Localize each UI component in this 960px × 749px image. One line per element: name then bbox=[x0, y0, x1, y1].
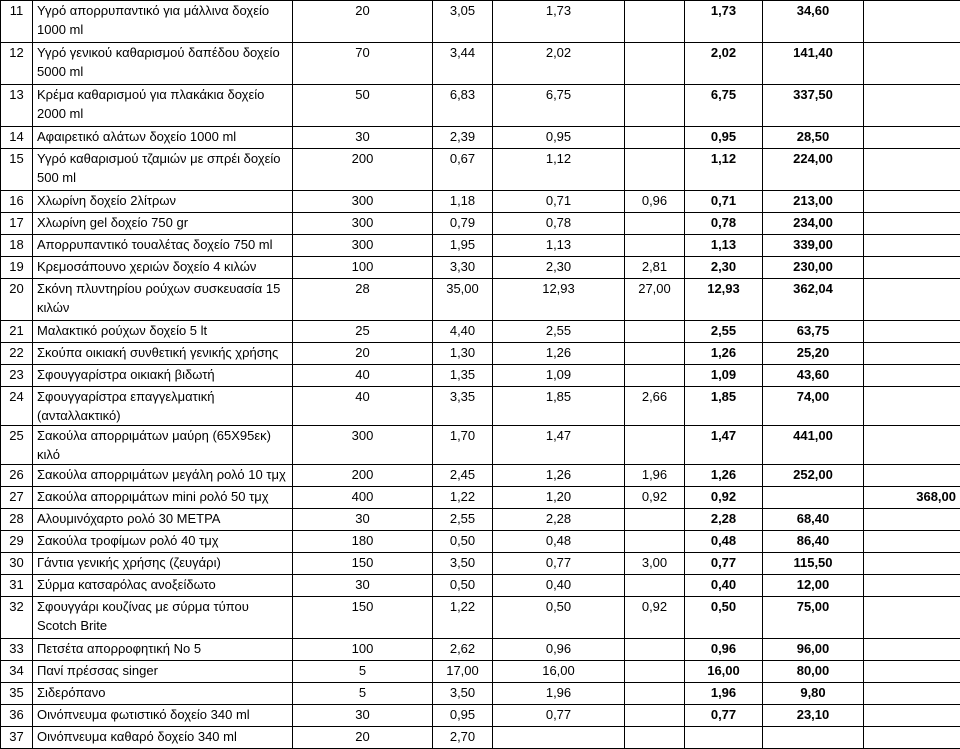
description-cell: Υγρό γενικού καθαρισμού δαπέδου δοχείο 5000 ml bbox=[33, 43, 293, 85]
quantity-cell: 30 bbox=[293, 705, 433, 727]
price-offer-2-cell: 1,26 bbox=[493, 465, 625, 487]
price-offer-1-cell: 1,22 bbox=[433, 597, 493, 639]
lowest-price-cell: 0,50 bbox=[685, 597, 763, 639]
price-offer-1-cell: 6,83 bbox=[433, 85, 493, 127]
price-offer-2-cell: 0,77 bbox=[493, 705, 625, 727]
price-offer-3-cell bbox=[625, 43, 685, 85]
table-row bbox=[1, 257, 960, 279]
quantity-cell: 20 bbox=[293, 1, 433, 43]
price-offer-3-cell: 0,92 bbox=[625, 597, 685, 639]
item-number-cell: 18 bbox=[1, 235, 33, 257]
item-number-cell: 36 bbox=[1, 705, 33, 727]
lowest-price-cell: 1,73 bbox=[685, 1, 763, 43]
description-cell: Σακούλα απορριμάτων mini ρολό 50 τμχ bbox=[33, 487, 293, 509]
table-row bbox=[1, 509, 960, 531]
price-offer-1-cell: 0,95 bbox=[433, 705, 493, 727]
description-cell: Σακούλα απορριμάτων μεγάλη ρολό 10 τμχ bbox=[33, 465, 293, 487]
price-offer-1-cell: 4,40 bbox=[433, 321, 493, 343]
item-number-cell: 24 bbox=[1, 387, 33, 426]
quantity-cell: 30 bbox=[293, 575, 433, 597]
total-cost-cell: 63,75 bbox=[763, 321, 864, 343]
lowest-price-cell: 0,95 bbox=[685, 127, 763, 149]
lowest-price-cell: 0,48 bbox=[685, 531, 763, 553]
item-number-cell: 20 bbox=[1, 279, 33, 321]
price-offer-3-cell: 27,00 bbox=[625, 279, 685, 321]
table-row bbox=[1, 387, 960, 426]
price-offer-3-cell bbox=[625, 727, 685, 749]
description-cell: Σφουγγαρίστρα οικιακή βιδωτή bbox=[33, 365, 293, 387]
item-number-cell: 33 bbox=[1, 639, 33, 661]
total-cost-cell: 362,04 bbox=[763, 279, 864, 321]
item-number-cell: 30 bbox=[1, 553, 33, 575]
quantity-cell: 300 bbox=[293, 426, 433, 465]
price-offer-1-cell: 1,70 bbox=[433, 426, 493, 465]
price-offer-3-cell bbox=[625, 213, 685, 235]
quantity-cell: 200 bbox=[293, 465, 433, 487]
total-cost-cell bbox=[763, 727, 864, 749]
description-cell: Σκούπα οικιακή συνθετική γενικής χρήσης bbox=[33, 343, 293, 365]
table-row bbox=[1, 43, 960, 85]
price-offer-3-cell bbox=[625, 509, 685, 531]
description-cell: Υγρό καθαρισμού τζαμιών με σπρέι δοχείο 500 ml bbox=[33, 149, 293, 191]
lowest-price-cell: 6,75 bbox=[685, 85, 763, 127]
lowest-price-cell: 0,40 bbox=[685, 575, 763, 597]
extra-total-cell bbox=[864, 387, 960, 426]
price-offer-3-cell: 3,00 bbox=[625, 553, 685, 575]
table-row bbox=[1, 85, 960, 127]
price-offer-1-cell: 2,39 bbox=[433, 127, 493, 149]
extra-total-cell bbox=[864, 426, 960, 465]
quantity-cell: 200 bbox=[293, 149, 433, 191]
lowest-price-cell: 1,26 bbox=[685, 465, 763, 487]
table-row bbox=[1, 235, 960, 257]
price-offer-2-cell: 2,28 bbox=[493, 509, 625, 531]
price-offer-1-cell: 3,50 bbox=[433, 683, 493, 705]
quantity-cell: 20 bbox=[293, 727, 433, 749]
price-offer-2-cell: 0,96 bbox=[493, 639, 625, 661]
price-offer-1-cell: 2,45 bbox=[433, 465, 493, 487]
table-row bbox=[1, 426, 960, 465]
extra-total-cell bbox=[864, 127, 960, 149]
description-cell: Κρέμα καθαρισμού για πλακάκια δοχείο 2000 ml bbox=[33, 85, 293, 127]
item-number-cell: 26 bbox=[1, 465, 33, 487]
item-number-cell: 35 bbox=[1, 683, 33, 705]
price-offer-3-cell: 0,96 bbox=[625, 191, 685, 213]
price-offer-3-cell bbox=[625, 85, 685, 127]
item-number-cell: 22 bbox=[1, 343, 33, 365]
quantity-cell: 28 bbox=[293, 279, 433, 321]
quantity-cell: 300 bbox=[293, 213, 433, 235]
item-number-cell: 17 bbox=[1, 213, 33, 235]
quantity-cell: 5 bbox=[293, 683, 433, 705]
item-number-cell: 11 bbox=[1, 1, 33, 43]
lowest-price-cell: 0,78 bbox=[685, 213, 763, 235]
extra-total-cell bbox=[864, 365, 960, 387]
extra-total-cell bbox=[864, 553, 960, 575]
price-offer-2-cell: 2,55 bbox=[493, 321, 625, 343]
price-offer-2-cell: 16,00 bbox=[493, 661, 625, 683]
price-offer-3-cell bbox=[625, 343, 685, 365]
description-cell: Οινόπνευμα καθαρό δοχείο 340 ml bbox=[33, 727, 293, 749]
price-offer-2-cell: 12,93 bbox=[493, 279, 625, 321]
price-offer-1-cell: 2,62 bbox=[433, 639, 493, 661]
price-offer-2-cell: 1,13 bbox=[493, 235, 625, 257]
total-cost-cell: 252,00 bbox=[763, 465, 864, 487]
table-body bbox=[1, 1, 960, 749]
item-number-cell: 16 bbox=[1, 191, 33, 213]
lowest-price-cell: 1,26 bbox=[685, 343, 763, 365]
price-offer-3-cell bbox=[625, 235, 685, 257]
extra-total-cell bbox=[864, 43, 960, 85]
extra-total-cell bbox=[864, 465, 960, 487]
price-offer-3-cell bbox=[625, 575, 685, 597]
extra-total-cell bbox=[864, 191, 960, 213]
quantity-cell: 400 bbox=[293, 487, 433, 509]
table-row bbox=[1, 1, 960, 43]
price-offer-2-cell: 1,12 bbox=[493, 149, 625, 191]
price-offer-1-cell: 1,30 bbox=[433, 343, 493, 365]
quantity-cell: 30 bbox=[293, 127, 433, 149]
total-cost-cell: 12,00 bbox=[763, 575, 864, 597]
quantity-cell: 150 bbox=[293, 597, 433, 639]
description-cell: Σιδερόπανο bbox=[33, 683, 293, 705]
item-number-cell: 29 bbox=[1, 531, 33, 553]
table-row bbox=[1, 149, 960, 191]
extra-total-cell bbox=[864, 235, 960, 257]
item-number-cell: 15 bbox=[1, 149, 33, 191]
extra-total-cell bbox=[864, 1, 960, 43]
quantity-cell: 70 bbox=[293, 43, 433, 85]
quantity-cell: 50 bbox=[293, 85, 433, 127]
total-cost-cell: 213,00 bbox=[763, 191, 864, 213]
price-offer-2-cell bbox=[493, 727, 625, 749]
price-offer-1-cell: 3,05 bbox=[433, 1, 493, 43]
total-cost-cell: 230,00 bbox=[763, 257, 864, 279]
description-cell: Μαλακτικό ρούχων δοχείο 5 lt bbox=[33, 321, 293, 343]
item-number-cell: 23 bbox=[1, 365, 33, 387]
table-row bbox=[1, 553, 960, 575]
lowest-price-cell: 2,02 bbox=[685, 43, 763, 85]
price-offer-1-cell: 35,00 bbox=[433, 279, 493, 321]
table-row bbox=[1, 683, 960, 705]
table-row bbox=[1, 213, 960, 235]
price-offer-2-cell: 1,09 bbox=[493, 365, 625, 387]
extra-total-cell bbox=[864, 213, 960, 235]
price-offer-3-cell bbox=[625, 127, 685, 149]
extra-total-cell bbox=[864, 683, 960, 705]
item-number-cell: 27 bbox=[1, 487, 33, 509]
price-offer-3-cell bbox=[625, 1, 685, 43]
price-offer-1-cell: 3,50 bbox=[433, 553, 493, 575]
extra-total-cell bbox=[864, 343, 960, 365]
item-number-cell: 25 bbox=[1, 426, 33, 465]
description-cell: Γάντια γενικής χρήσης (ζευγάρι) bbox=[33, 553, 293, 575]
quantity-cell: 20 bbox=[293, 343, 433, 365]
total-cost-cell: 441,00 bbox=[763, 426, 864, 465]
lowest-price-cell: 0,77 bbox=[685, 553, 763, 575]
item-number-cell: 13 bbox=[1, 85, 33, 127]
price-offer-2-cell: 0,78 bbox=[493, 213, 625, 235]
description-cell: Απορρυπαντικό τουαλέτας δοχείο 750 ml bbox=[33, 235, 293, 257]
lowest-price-cell: 12,93 bbox=[685, 279, 763, 321]
lowest-price-cell: 0,96 bbox=[685, 639, 763, 661]
description-cell: Σακούλα τροφίμων ρολό 40 τμχ bbox=[33, 531, 293, 553]
table-row bbox=[1, 191, 960, 213]
table-row bbox=[1, 365, 960, 387]
description-cell: Σακούλα απορριμάτων μαύρη (65Χ95εκ) κιλό bbox=[33, 426, 293, 465]
total-cost-cell bbox=[763, 487, 864, 509]
quantity-cell: 100 bbox=[293, 257, 433, 279]
quantity-cell: 40 bbox=[293, 387, 433, 426]
price-offer-3-cell: 0,92 bbox=[625, 487, 685, 509]
description-cell: Σφουγγαρίστρα επαγγελματική (ανταλλακτικό) bbox=[33, 387, 293, 426]
table-row bbox=[1, 343, 960, 365]
price-offer-2-cell: 1,20 bbox=[493, 487, 625, 509]
item-number-cell: 34 bbox=[1, 661, 33, 683]
total-cost-cell: 234,00 bbox=[763, 213, 864, 235]
total-cost-cell: 25,20 bbox=[763, 343, 864, 365]
quantity-cell: 300 bbox=[293, 235, 433, 257]
extra-total-cell bbox=[864, 257, 960, 279]
price-offer-3-cell bbox=[625, 639, 685, 661]
item-number-cell: 19 bbox=[1, 257, 33, 279]
extra-total-cell bbox=[864, 279, 960, 321]
extra-total-cell bbox=[864, 531, 960, 553]
item-number-cell: 31 bbox=[1, 575, 33, 597]
price-offer-2-cell: 0,48 bbox=[493, 531, 625, 553]
table-row bbox=[1, 279, 960, 321]
extra-total-cell bbox=[864, 85, 960, 127]
item-number-cell: 28 bbox=[1, 509, 33, 531]
description-cell: Πετσέτα απορροφητική Νο 5 bbox=[33, 639, 293, 661]
price-offer-1-cell: 1,18 bbox=[433, 191, 493, 213]
price-offer-2-cell: 2,30 bbox=[493, 257, 625, 279]
price-offer-1-cell: 3,44 bbox=[433, 43, 493, 85]
total-cost-cell: 28,50 bbox=[763, 127, 864, 149]
quantity-cell: 180 bbox=[293, 531, 433, 553]
item-number-cell: 21 bbox=[1, 321, 33, 343]
extra-total-cell: 368,00 bbox=[864, 487, 960, 509]
total-cost-cell: 9,80 bbox=[763, 683, 864, 705]
extra-total-cell bbox=[864, 597, 960, 639]
price-offer-2-cell: 1,85 bbox=[493, 387, 625, 426]
total-cost-cell: 141,40 bbox=[763, 43, 864, 85]
price-offer-3-cell bbox=[625, 321, 685, 343]
price-offer-2-cell: 6,75 bbox=[493, 85, 625, 127]
total-cost-cell: 43,60 bbox=[763, 365, 864, 387]
table-row bbox=[1, 575, 960, 597]
extra-total-cell bbox=[864, 661, 960, 683]
price-offer-2-cell: 2,02 bbox=[493, 43, 625, 85]
table-row bbox=[1, 705, 960, 727]
price-offer-2-cell: 0,71 bbox=[493, 191, 625, 213]
total-cost-cell: 337,50 bbox=[763, 85, 864, 127]
quantity-cell: 25 bbox=[293, 321, 433, 343]
price-offer-1-cell: 2,70 bbox=[433, 727, 493, 749]
total-cost-cell: 86,40 bbox=[763, 531, 864, 553]
table-row bbox=[1, 661, 960, 683]
lowest-price-cell: 1,13 bbox=[685, 235, 763, 257]
price-offer-2-cell: 1,47 bbox=[493, 426, 625, 465]
price-offer-1-cell: 3,30 bbox=[433, 257, 493, 279]
total-cost-cell: 74,00 bbox=[763, 387, 864, 426]
price-offer-3-cell: 2,81 bbox=[625, 257, 685, 279]
description-cell: Υγρό απορρυπαντικό για μάλλινα δοχείο 1000 ml bbox=[33, 1, 293, 43]
lowest-price-cell: 2,55 bbox=[685, 321, 763, 343]
price-offer-1-cell: 1,35 bbox=[433, 365, 493, 387]
price-offer-3-cell bbox=[625, 365, 685, 387]
table-row bbox=[1, 127, 960, 149]
lowest-price-cell bbox=[685, 727, 763, 749]
price-offer-3-cell bbox=[625, 531, 685, 553]
quantity-cell: 40 bbox=[293, 365, 433, 387]
total-cost-cell: 23,10 bbox=[763, 705, 864, 727]
total-cost-cell: 115,50 bbox=[763, 553, 864, 575]
item-number-cell: 37 bbox=[1, 727, 33, 749]
quantity-cell: 300 bbox=[293, 191, 433, 213]
description-cell: Κρεμοσάπουνο χεριών δοχείο 4 κιλών bbox=[33, 257, 293, 279]
quantity-cell: 100 bbox=[293, 639, 433, 661]
item-number-cell: 12 bbox=[1, 43, 33, 85]
description-cell: Αλουμινόχαρτο ρολό 30 ΜΕΤΡΑ bbox=[33, 509, 293, 531]
price-offer-3-cell: 2,66 bbox=[625, 387, 685, 426]
price-offer-3-cell bbox=[625, 683, 685, 705]
description-cell: Χλωρίνη gel δοχείο 750 gr bbox=[33, 213, 293, 235]
description-cell: Σφουγγάρι κουζίνας με σύρμα τύπου Scotch Brite bbox=[33, 597, 293, 639]
lowest-price-cell: 2,28 bbox=[685, 509, 763, 531]
extra-total-cell bbox=[864, 509, 960, 531]
price-offer-2-cell: 1,73 bbox=[493, 1, 625, 43]
description-cell: Αφαιρετικό αλάτων δοχείο 1000 ml bbox=[33, 127, 293, 149]
price-offer-2-cell: 1,96 bbox=[493, 683, 625, 705]
price-offer-1-cell: 0,50 bbox=[433, 531, 493, 553]
description-cell: Πανί πρέσσας singer bbox=[33, 661, 293, 683]
lowest-price-cell: 2,30 bbox=[685, 257, 763, 279]
price-offer-1-cell: 0,50 bbox=[433, 575, 493, 597]
description-cell: Σύρμα κατσαρόλας ανοξείδωτο bbox=[33, 575, 293, 597]
price-offer-3-cell bbox=[625, 705, 685, 727]
price-offer-2-cell: 0,95 bbox=[493, 127, 625, 149]
total-cost-cell: 34,60 bbox=[763, 1, 864, 43]
price-offer-3-cell bbox=[625, 149, 685, 191]
description-cell: Οινόπνευμα φωτιστικό δοχείο 340 ml bbox=[33, 705, 293, 727]
price-offer-2-cell: 1,26 bbox=[493, 343, 625, 365]
table-row bbox=[1, 597, 960, 639]
price-offer-1-cell: 1,95 bbox=[433, 235, 493, 257]
quantity-cell: 30 bbox=[293, 509, 433, 531]
description-cell: Χλωρίνη δοχείο 2λίτρων bbox=[33, 191, 293, 213]
item-number-cell: 14 bbox=[1, 127, 33, 149]
price-offer-3-cell bbox=[625, 661, 685, 683]
lowest-price-cell: 1,12 bbox=[685, 149, 763, 191]
total-cost-cell: 96,00 bbox=[763, 639, 864, 661]
item-number-cell: 32 bbox=[1, 597, 33, 639]
total-cost-cell: 75,00 bbox=[763, 597, 864, 639]
price-offer-1-cell: 2,55 bbox=[433, 509, 493, 531]
extra-total-cell bbox=[864, 149, 960, 191]
table-row bbox=[1, 465, 960, 487]
price-offer-1-cell: 0,79 bbox=[433, 213, 493, 235]
price-offer-1-cell: 17,00 bbox=[433, 661, 493, 683]
extra-total-cell bbox=[864, 727, 960, 749]
price-offer-3-cell: 1,96 bbox=[625, 465, 685, 487]
table-row bbox=[1, 321, 960, 343]
price-offer-1-cell: 3,35 bbox=[433, 387, 493, 426]
extra-total-cell bbox=[864, 321, 960, 343]
price-offer-2-cell: 0,50 bbox=[493, 597, 625, 639]
price-offer-1-cell: 1,22 bbox=[433, 487, 493, 509]
table-row bbox=[1, 639, 960, 661]
table-row bbox=[1, 487, 960, 509]
price-offer-1-cell: 0,67 bbox=[433, 149, 493, 191]
description-cell: Σκόνη πλυντηρίου ρούχων συσκευασία 15 κιλών bbox=[33, 279, 293, 321]
price-offer-2-cell: 0,40 bbox=[493, 575, 625, 597]
price-offer-3-cell bbox=[625, 426, 685, 465]
lowest-price-cell: 1,85 bbox=[685, 387, 763, 426]
lowest-price-cell: 16,00 bbox=[685, 661, 763, 683]
table-row bbox=[1, 727, 960, 749]
lowest-price-cell: 1,47 bbox=[685, 426, 763, 465]
lowest-price-cell: 0,92 bbox=[685, 487, 763, 509]
total-cost-cell: 80,00 bbox=[763, 661, 864, 683]
total-cost-cell: 68,40 bbox=[763, 509, 864, 531]
quantity-cell: 5 bbox=[293, 661, 433, 683]
price-offer-2-cell: 0,77 bbox=[493, 553, 625, 575]
total-cost-cell: 224,00 bbox=[763, 149, 864, 191]
lowest-price-cell: 0,77 bbox=[685, 705, 763, 727]
total-cost-cell: 339,00 bbox=[763, 235, 864, 257]
extra-total-cell bbox=[864, 639, 960, 661]
extra-total-cell bbox=[864, 705, 960, 727]
lowest-price-cell: 1,96 bbox=[685, 683, 763, 705]
extra-total-cell bbox=[864, 575, 960, 597]
table-row bbox=[1, 531, 960, 553]
lowest-price-cell: 0,71 bbox=[685, 191, 763, 213]
quantity-cell: 150 bbox=[293, 553, 433, 575]
lowest-price-cell: 1,09 bbox=[685, 365, 763, 387]
